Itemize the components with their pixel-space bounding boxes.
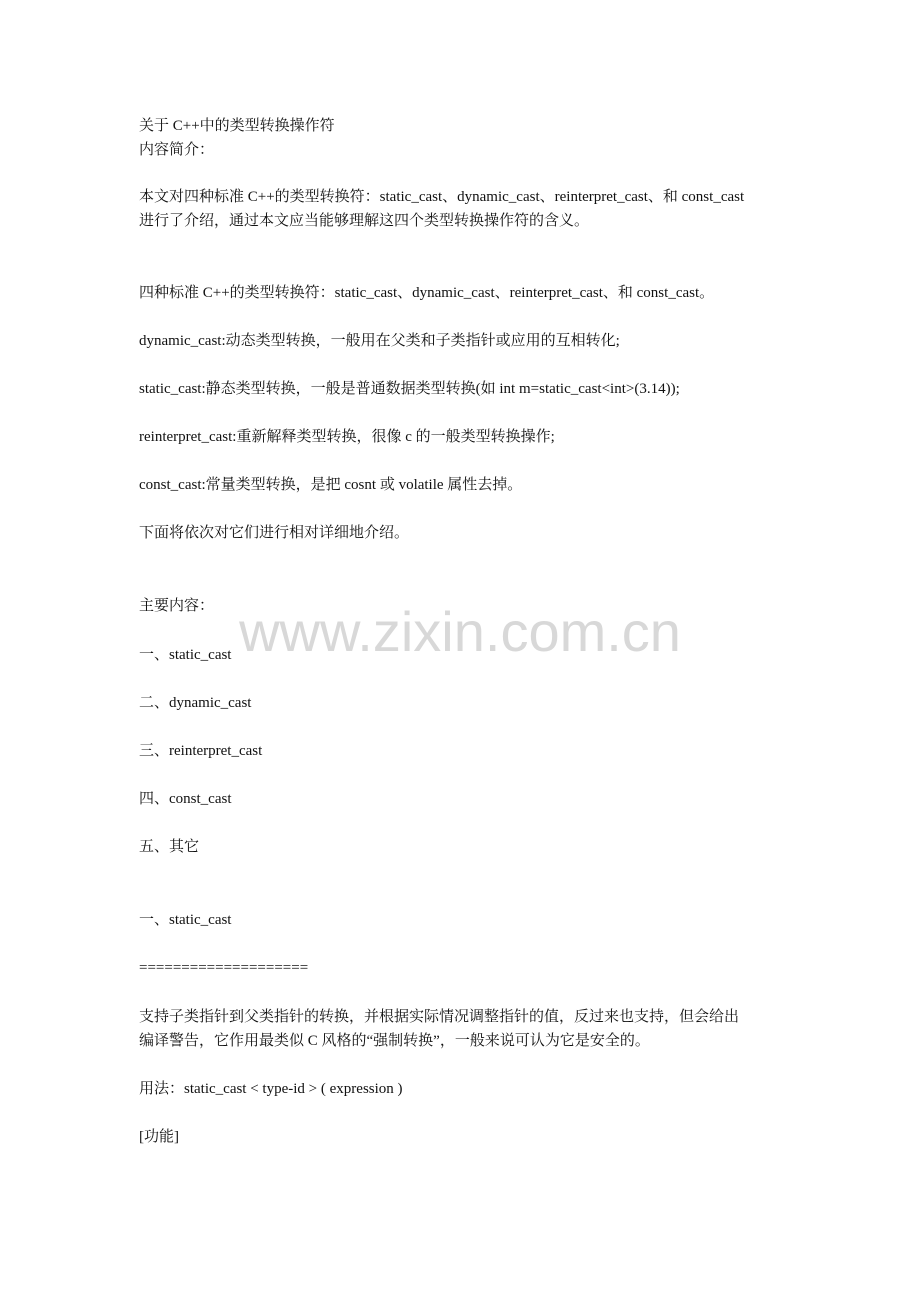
main-content-heading: 主要内容： (139, 598, 215, 614)
intro-paragraph-line-1: 本文对四种标准 C++的类型转换符：static_cast、dynamic_cast、reinterpret_cast、和 const_cast (139, 189, 745, 205)
intro-paragraph-line-2: 进行了介绍，通过本文应当能够理解这四个类型转换操作符的含义。 (139, 213, 590, 229)
document-title: 关于 C++中的类型转换操作符 (139, 118, 335, 134)
section-1-paragraph-line-1: 支持子类指针到父类指针的转换，并根据实际情况调整指针的值，反过来也支持，但会给出 (139, 1009, 740, 1025)
section-1-heading: 一、static_cast (139, 912, 232, 928)
section-separator: ==================== (139, 960, 309, 976)
intro-heading: 内容简介： (139, 142, 215, 158)
toc-item: 四、const_cast (139, 791, 232, 807)
toc-item: 三、reinterpret_cast (139, 743, 263, 759)
function-label: [功能] (139, 1129, 179, 1145)
detail-intro-paragraph: 下面将依次对它们进行相对详细地介绍。 (139, 525, 410, 541)
overview-paragraph: 四种标准 C++的类型转换符：static_cast、dynamic_cast、reinterpret_cast、和 const_cast。 (139, 285, 715, 301)
static-cast-description: static_cast:静态类型转换，一般是普通数据类型转换(如 int m=static_cast<int>(3.14)); (139, 381, 680, 397)
const-cast-description: const_cast:常量类型转换，是把 cosnt 或 volatile 属性去掉。 (139, 477, 523, 493)
toc-item: 二、dynamic_cast (139, 695, 252, 711)
reinterpret-cast-description: reinterpret_cast:重新解释类型转换，很像 c 的一般类型转换操作; (139, 429, 555, 445)
toc-item: 五、其它 (139, 839, 200, 855)
dynamic-cast-description: dynamic_cast:动态类型转换，一般用在父类和子类指针或应用的互相转化; (139, 333, 620, 349)
watermark: www.zixin.com.cn (239, 600, 681, 663)
section-1-paragraph-line-2: 编译警告，它作用最类似 C 风格的“强制转换”，一般来说可认为它是安全的。 (139, 1033, 650, 1049)
usage-line: 用法：static_cast < type-id > ( expression ) (139, 1081, 403, 1097)
toc-item: 一、static_cast (139, 647, 232, 663)
